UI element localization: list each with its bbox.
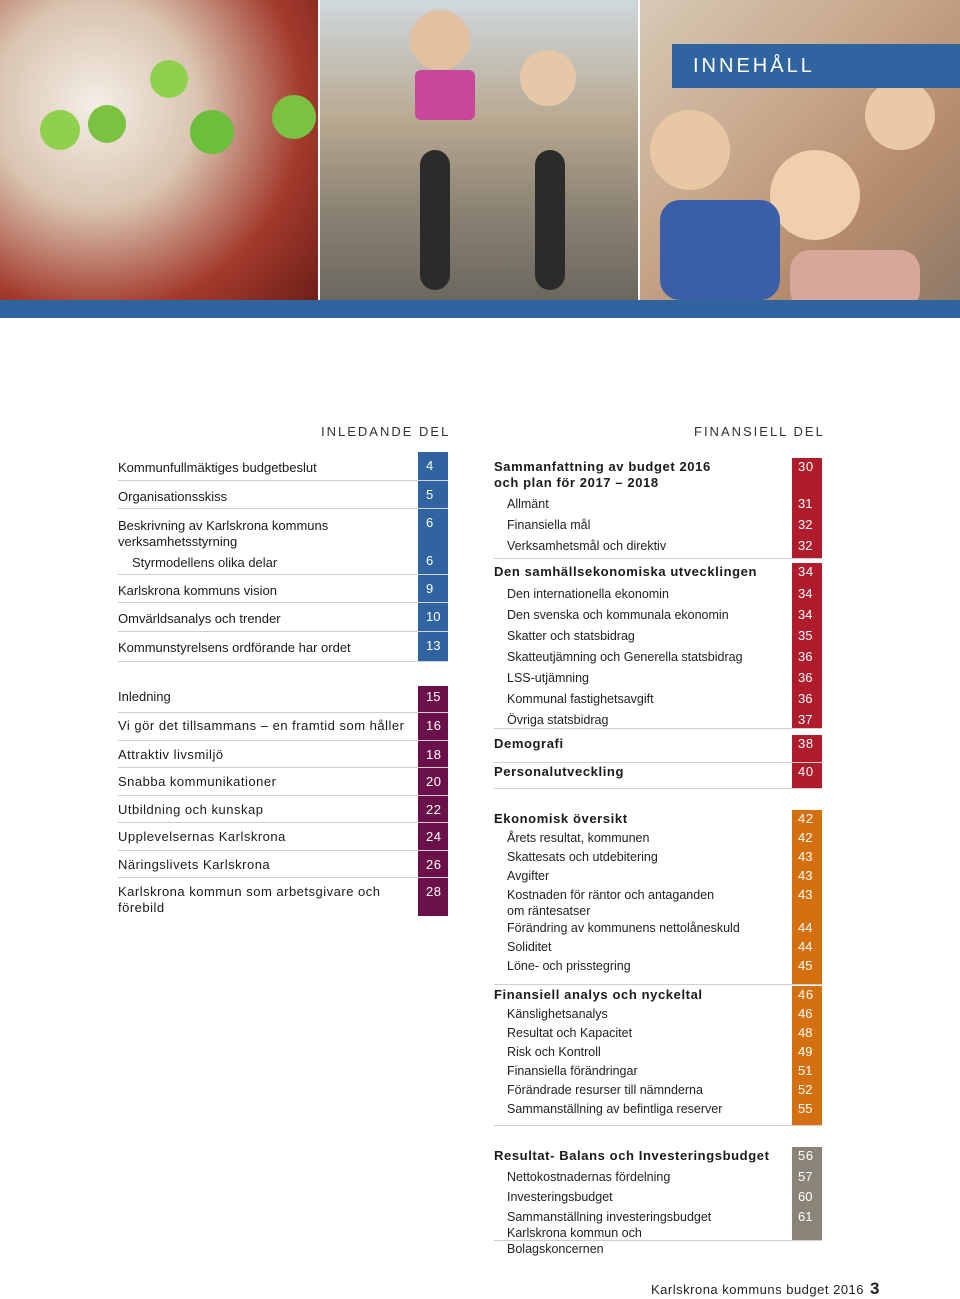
toc-item-label: Finansiella mål [507, 518, 591, 532]
footer-text: Karlskrona kommuns budget 2016 [651, 1282, 865, 1297]
toc-entry-label: Kommunstyrelsens ordförande har ordet [118, 640, 351, 655]
toc-entry-label: Näringslivets Karlskrona [118, 857, 271, 872]
toc-group-title-label: Den samhällsekonomiska utvecklingen [494, 564, 758, 579]
toc-entry-page: 24 [418, 823, 448, 850]
toc-entry-label: Beskrivning av Karlskrona kommuns verksamhetsstyrning [118, 518, 329, 549]
toc-item-page: 52 [798, 1082, 813, 1097]
toc-entry[interactable] [118, 603, 448, 632]
toc-item-label: Risk och Kontroll [507, 1045, 601, 1059]
toc-entry-page [418, 509, 448, 574]
toc-item[interactable] [494, 496, 813, 512]
toc-entry-page: 18 [418, 741, 448, 767]
toc-entry-page: 5 [418, 481, 448, 508]
toc-group-page: 34 [798, 564, 814, 579]
toc-item-page: 45 [798, 958, 813, 973]
toc-item[interactable] [494, 691, 813, 707]
toc-entry-page: 13 [418, 632, 448, 661]
toc-item[interactable] [494, 1063, 813, 1079]
toc-item-label: Skattesats och utdebitering [507, 850, 658, 864]
toc-entry-label: Snabba kommunikationer [118, 774, 277, 789]
toc-item[interactable] [494, 958, 813, 974]
toc-item-label: Övriga statsbidrag [507, 713, 609, 727]
toc-group-page: 30 [798, 459, 814, 474]
toc-group-title[interactable] [494, 564, 814, 580]
toc-group-title[interactable] [494, 764, 814, 780]
toc-group [494, 763, 822, 789]
toc-left-part2 [118, 686, 448, 916]
toc-item-label: Sammanställning av befintliga reserver [507, 1102, 723, 1116]
toc-item-page: 48 [798, 1025, 813, 1040]
toc-entry-label: Upplevelsernas Karlskrona [118, 829, 286, 844]
toc-left [118, 452, 448, 662]
toc-item-page: 36 [798, 670, 813, 685]
toc-item[interactable] [494, 1209, 813, 1257]
toc-group [494, 735, 822, 763]
toc-item[interactable] [494, 1169, 813, 1185]
toc-entry-page: 4 [418, 452, 448, 480]
toc-item-label: Investeringsbudget [507, 1190, 613, 1204]
toc-item-page: 34 [798, 586, 813, 601]
toc-item-label: Nettokostnadernas fördelning [507, 1170, 671, 1184]
toc-item[interactable] [494, 1006, 813, 1022]
toc-entry-page: 22 [418, 796, 448, 822]
toc-group-page: 56 [798, 1148, 814, 1163]
toc-group-title-label: Demografi [494, 736, 564, 751]
toc-item-label: Årets resultat, kommunen [507, 831, 650, 845]
toc-entry-label: Omvärldsanalys och trender [118, 611, 281, 626]
toc-entry-page: 9 [418, 575, 448, 602]
toc-group-title-label: Sammanfattning av budget 2016 och plan för 2017 – 2018 [494, 459, 711, 490]
toc-entry-label: Inledning [118, 689, 171, 704]
toc-entry-label: Attraktiv livsmiljö [118, 747, 224, 762]
toc-entry[interactable] [118, 481, 448, 509]
header-band [0, 300, 960, 318]
toc-item[interactable] [494, 538, 813, 554]
toc-item[interactable] [494, 939, 813, 955]
toc-item[interactable] [494, 1082, 813, 1098]
toc-group-page: 40 [798, 764, 814, 779]
toc-entry[interactable] [118, 851, 448, 878]
toc-group-page: 46 [798, 987, 814, 1002]
toc-group-page: 38 [798, 736, 814, 751]
toc-item-page: 55 [798, 1101, 813, 1116]
toc-group-title[interactable] [494, 987, 814, 1003]
toc-group [494, 986, 822, 1126]
toc-item-page: 43 [798, 868, 813, 883]
toc-item-label: Känslighetsanalys [507, 1007, 608, 1021]
toc-item-label: Skatter och statsbidrag [507, 629, 635, 643]
toc-item-label: Resultat och Kapacitet [507, 1026, 633, 1040]
toc-item[interactable] [494, 670, 813, 686]
toc-item[interactable] [494, 887, 813, 919]
toc-entry-label: Vi gör det tillsammans – en framtid som håller [118, 718, 405, 733]
toc-group [494, 563, 822, 729]
toc-group-title[interactable] [494, 459, 814, 491]
toc-group-title[interactable] [494, 1148, 814, 1164]
toc-item-label: Kostnaden för räntor och antaganden om räntesatser [507, 888, 715, 918]
toc-item-label: Förändrade resurser till nämnderna [507, 1083, 703, 1097]
toc-item[interactable] [494, 607, 813, 623]
toc-group-title[interactable] [494, 736, 814, 752]
toc-item[interactable] [494, 830, 813, 846]
toc-item-page: 36 [798, 691, 813, 706]
toc-group [494, 458, 822, 559]
toc-group-title-label: Personalutveckling [494, 764, 625, 779]
toc-item-page: 57 [798, 1169, 813, 1184]
toc-item[interactable] [494, 649, 813, 665]
toc-item-page: 34 [798, 607, 813, 622]
toc-entry-label: Karlskrona kommun som arbetsgivare och förebild [118, 884, 381, 915]
toc-entry[interactable] [118, 878, 448, 916]
toc-item-page: 43 [798, 849, 813, 864]
toc-item-page: 35 [798, 628, 813, 643]
toc-group-title[interactable] [494, 811, 814, 827]
toc-group-page: 42 [798, 811, 814, 826]
toc-item-page: 31 [798, 496, 813, 511]
toc-item[interactable] [494, 628, 813, 644]
toc-item-page: 37 [798, 712, 813, 727]
toc-entry-page: 15 [418, 686, 448, 712]
section-heading-right: FINANSIELL DEL [694, 424, 825, 439]
toc-item-label: Skatteutjämning och Generella statsbidrag [507, 650, 743, 664]
toc-item[interactable] [494, 849, 813, 865]
toc-item-page: 43 [798, 887, 813, 902]
toc-item-label: Avgifter [507, 869, 550, 883]
toc-entry-label: Utbildning och kunskap [118, 802, 264, 817]
page-footer [651, 1279, 880, 1299]
toc-entry[interactable] [118, 768, 448, 796]
toc-entry-page-number: 6 [426, 515, 434, 530]
toc-item-label: Den internationella ekonomin [507, 587, 669, 601]
footer-page-number: 3 [870, 1279, 880, 1298]
toc-item-page: 51 [798, 1063, 813, 1078]
toc-item[interactable] [494, 1101, 813, 1117]
toc-group [494, 1147, 822, 1256]
toc-entry-label: Kommunfullmäktiges budgetbeslut [118, 460, 317, 475]
toc-subentry-label: Styrmodellens olika delar [132, 555, 278, 570]
toc-item-label: Allmänt [507, 497, 549, 511]
toc-item-label: Förändring av kommunens nettolåneskuld [507, 921, 740, 935]
toc-item[interactable] [494, 517, 813, 533]
toc-item[interactable] [494, 586, 813, 602]
toc-item-page: 61 [798, 1209, 813, 1224]
toc-item-label: Finansiella förändringar [507, 1064, 638, 1078]
toc-group-title-label: Resultat- Balans och Investeringsbudget [494, 1148, 770, 1163]
toc-item-page: 32 [798, 517, 813, 532]
toc-entry[interactable] [118, 575, 448, 603]
toc-item-page: 32 [798, 538, 813, 553]
toc-item-page: 49 [798, 1044, 813, 1059]
toc-item-label: Soliditet [507, 940, 552, 954]
toc-item-label: Verksamhetsmål och direktiv [507, 539, 667, 553]
toc-entry[interactable] [118, 632, 448, 662]
toc-item-label: LSS-utjämning [507, 671, 589, 685]
toc-item-page: 44 [798, 920, 813, 935]
toc-entry-label: Karlskrona kommuns vision [118, 583, 277, 598]
section-heading-left: INLEDANDE DEL [321, 424, 451, 439]
toc-entry-page: 28 [418, 878, 448, 916]
toc-item[interactable] [494, 1189, 813, 1205]
toc-item-label: Den svenska och kommunala ekonomin [507, 608, 729, 622]
toc-entry-page: 16 [418, 713, 448, 740]
toc-subentry-page: 6 [426, 553, 434, 568]
toc-item-page: 42 [798, 830, 813, 845]
toc-entry[interactable] [118, 686, 448, 713]
toc-item[interactable] [494, 920, 813, 936]
toc-entry[interactable] [118, 713, 448, 741]
toc-entry[interactable] [118, 741, 448, 768]
toc-entry[interactable] [118, 796, 448, 823]
toc-item-page: 36 [798, 649, 813, 664]
toc-item[interactable] [494, 1025, 813, 1041]
toc-entry-page: 26 [418, 851, 448, 877]
toc-group-title-label: Ekonomisk översikt [494, 811, 628, 826]
toc-item-label: Kommunal fastighetsavgift [507, 692, 654, 706]
toc-entry[interactable] [118, 823, 448, 851]
toc-item-page: 44 [798, 939, 813, 954]
toc-entry[interactable] [118, 509, 448, 575]
toc-item[interactable] [494, 868, 813, 884]
toc-item-page: 46 [798, 1006, 813, 1021]
toc-item[interactable] [494, 712, 813, 728]
toc-item-label: Sammanställning investeringsbudget Karlskrona kommun och Bolagskoncernen [507, 1210, 712, 1256]
toc-group [494, 810, 822, 985]
toc-item[interactable] [494, 1044, 813, 1060]
toc-entry-page: 10 [418, 603, 448, 631]
toc-entry-label: Organisationsskiss [118, 489, 228, 504]
toc-item-label: Löne- och prisstegring [507, 959, 631, 973]
photo-straws [0, 0, 318, 300]
toc-item-page: 60 [798, 1189, 813, 1204]
toc-group-title-label: Finansiell analys och nyckeltal [494, 987, 703, 1002]
photo-cyclists [320, 0, 638, 300]
toc-entry[interactable] [118, 452, 448, 481]
toc-entry-page: 20 [418, 768, 448, 795]
page-title: INNEHÅLL [672, 44, 960, 88]
